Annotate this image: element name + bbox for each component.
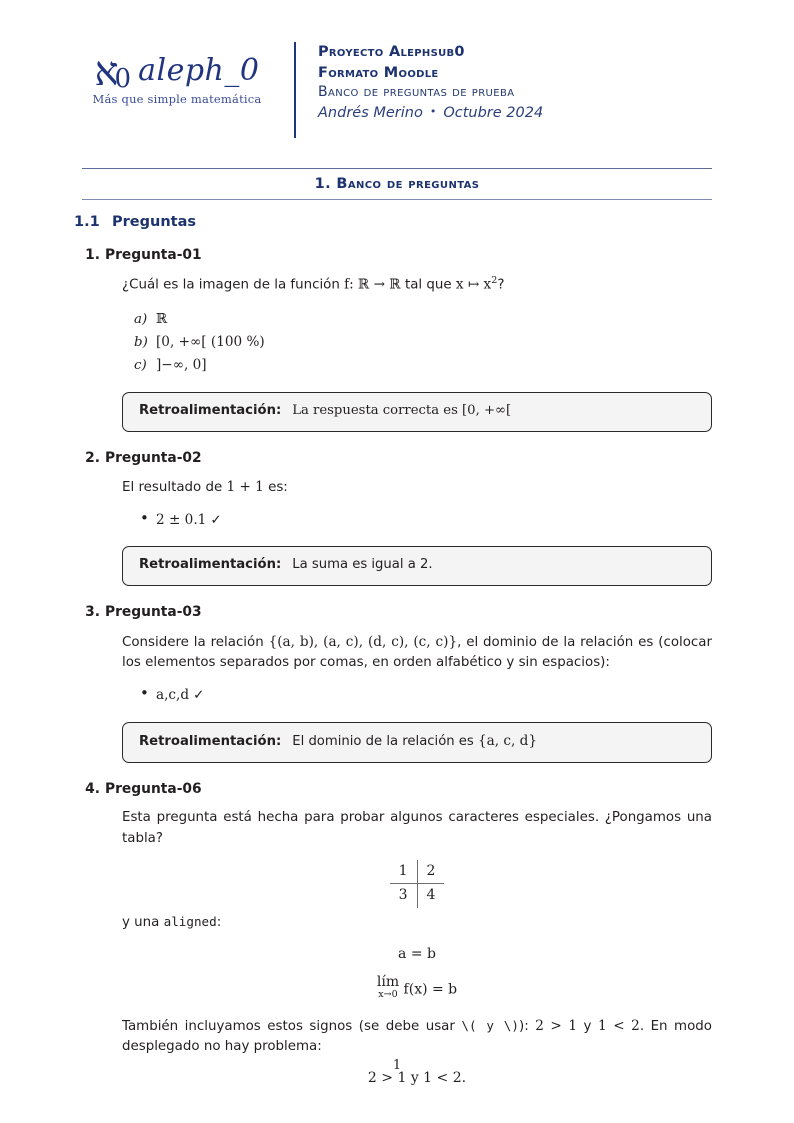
limit-operator bbox=[377, 975, 399, 1000]
question-2-heading bbox=[85, 448, 712, 469]
question-1-prompt-pre: ¿Cuál es la imagen de la función bbox=[122, 277, 345, 293]
question-3-math-relation: {(a, b), (a, c), (d, c), (c, c)} bbox=[268, 633, 458, 650]
choice-c-text: ]−∞, 0] bbox=[156, 357, 207, 374]
logo-tagline: Más que simple matemática bbox=[92, 92, 262, 106]
display-equation-inequalities: 2 > 1 y 1 < 2. bbox=[367, 1070, 467, 1087]
question-1-choices bbox=[134, 308, 712, 378]
question-1-math-exponent: 2 bbox=[491, 275, 498, 287]
paragraph-2-math-1: 2 > 1 bbox=[535, 1017, 578, 1034]
table-cell-r1c2: 2 bbox=[417, 860, 444, 884]
document-header bbox=[82, 40, 712, 140]
aligned-intro-pre: y una bbox=[122, 914, 164, 930]
answer-text: 2 ± 0.1 bbox=[156, 511, 207, 528]
subsection-heading bbox=[74, 214, 196, 230]
inline-math-delimiters: \( y \) bbox=[461, 1017, 519, 1033]
aligned-intro-post: : bbox=[216, 914, 222, 930]
question-3-prompt-post: , el dominio de la relación es (colocar los elementos separados por comas, en orden alfabético y sin espacios): bbox=[122, 634, 712, 671]
equation-a-equals-b: a = b bbox=[398, 945, 436, 962]
choice-a-marker: a) bbox=[134, 311, 148, 327]
header-date: Octubre 2024 bbox=[443, 105, 544, 122]
table-cell-r2c2: 4 bbox=[426, 887, 436, 904]
paragraph-2-mid-2: y bbox=[577, 1018, 598, 1034]
question-2-title: Pregunta-02 bbox=[105, 449, 202, 466]
choice-b-text: [0, +∞[ (100 %) bbox=[156, 333, 265, 350]
logo-wordmark: aleph_0 bbox=[138, 52, 260, 88]
question-2-math-sum: 1 + 1 bbox=[226, 478, 264, 495]
table-cell-r1c1: 1 bbox=[390, 860, 417, 884]
header-author-date bbox=[318, 103, 543, 124]
limit-operator-symbol: lím bbox=[376, 974, 400, 991]
spacer bbox=[122, 1006, 712, 1016]
paragraph-2-post: . En modo desplegado no hay problema: bbox=[122, 1018, 712, 1055]
paragraph-2-math-2: 1 < 2 bbox=[597, 1017, 640, 1034]
question-4-aligned-intro bbox=[122, 912, 712, 934]
feedback-label: Retroalimentación: bbox=[139, 402, 282, 418]
question-item-1 bbox=[82, 245, 712, 432]
subsection-title: Preguntas bbox=[112, 214, 196, 230]
question-1-heading bbox=[85, 245, 712, 266]
equation-limit bbox=[122, 975, 712, 1001]
question-1-prompt-post: ? bbox=[497, 277, 505, 293]
header-project-title: Proyecto Alephsub0 bbox=[318, 44, 465, 60]
table-row bbox=[390, 860, 445, 884]
choice-c-marker: c) bbox=[134, 358, 147, 374]
bullet-dot-icon: • bbox=[140, 684, 149, 703]
question-4-number: 4. bbox=[85, 780, 100, 797]
bullet-separator-icon: • bbox=[429, 105, 437, 119]
choice-b-marker: b) bbox=[134, 334, 148, 350]
question-item-4 bbox=[82, 779, 712, 1090]
subsection-number: 1.1 bbox=[74, 214, 100, 230]
question-4-body bbox=[122, 808, 712, 1090]
question-2-feedback-text: La suma es igual a 2. bbox=[292, 557, 433, 573]
question-3-title: Pregunta-03 bbox=[105, 604, 202, 621]
header-author: Andrés Merino bbox=[318, 105, 423, 122]
question-4-paragraph-1: Esta pregunta está hecha para probar algunos caracteres especiales. ¿Pongamos una tabla? bbox=[122, 810, 712, 846]
question-4-title: Pregunta-06 bbox=[105, 780, 202, 797]
special-characters-table bbox=[390, 860, 445, 908]
paragraph-2-pre: También incluyamos estos signos (se debe usar bbox=[122, 1018, 462, 1034]
section-rule-bottom bbox=[82, 199, 712, 200]
question-4-heading bbox=[85, 779, 712, 800]
choice-c[interactable] bbox=[134, 354, 712, 377]
limit-subscript: x→0 bbox=[378, 989, 398, 1001]
question-3-body bbox=[122, 632, 712, 763]
spacer bbox=[82, 432, 712, 448]
question-1-number: 1. bbox=[85, 247, 100, 263]
header-format-subtitle: Formato Moodle bbox=[318, 64, 439, 81]
section-heading-block bbox=[82, 168, 712, 200]
aleph-subscript-zero: 0 bbox=[114, 64, 132, 94]
question-2-feedback-box bbox=[122, 546, 712, 586]
questions-list bbox=[82, 245, 712, 1100]
question-1-feedback-box bbox=[122, 392, 712, 432]
question-1-prompt-mid: tal que bbox=[400, 277, 456, 293]
header-text-block bbox=[296, 40, 543, 124]
answer-bullet[interactable] bbox=[140, 684, 712, 708]
question-1-math-domain: f: ℝ → ℝ bbox=[344, 276, 401, 293]
choice-a-text: ℝ bbox=[156, 310, 168, 327]
alephsub0-logo bbox=[82, 40, 272, 106]
question-4-paragraph-2 bbox=[122, 1016, 712, 1059]
feedback-label: Retroalimentación: bbox=[139, 733, 282, 749]
question-2-prompt-post: es: bbox=[263, 479, 288, 495]
table-cell-r2c1: 3 bbox=[390, 884, 417, 908]
paragraph-2-mid: ): bbox=[518, 1018, 536, 1034]
answer-text: a,c,d bbox=[156, 687, 190, 704]
feedback-label: Retroalimentación: bbox=[139, 557, 282, 573]
question-2-number: 2. bbox=[85, 449, 100, 466]
aleph-symbol-icon: א bbox=[94, 49, 119, 95]
question-2-body bbox=[122, 477, 712, 586]
question-3-prompt bbox=[122, 632, 712, 675]
choice-b[interactable] bbox=[134, 331, 712, 354]
question-1-prompt bbox=[122, 274, 712, 296]
spacer bbox=[82, 763, 712, 779]
check-icon: ✓ bbox=[210, 512, 222, 528]
question-3-prompt-pre: Considere la relación bbox=[122, 634, 269, 650]
question-3-heading bbox=[85, 602, 712, 623]
spacer bbox=[82, 586, 712, 602]
question-3-feedback-math: {a, c, d} bbox=[477, 732, 537, 749]
check-icon: ✓ bbox=[193, 688, 205, 704]
question-1-math-map: x ↦ x bbox=[455, 276, 492, 293]
question-item-3 bbox=[82, 602, 712, 762]
answer-bullet[interactable] bbox=[140, 509, 712, 533]
header-document-subtitle: Banco de preguntas de prueba bbox=[318, 84, 515, 101]
question-3-feedback-box bbox=[122, 722, 712, 763]
question-2-answers bbox=[140, 509, 712, 533]
question-1-feedback-text: La respuesta correcta es [0, +∞[ bbox=[292, 402, 512, 418]
choice-a[interactable] bbox=[134, 308, 712, 331]
question-3-answers bbox=[140, 684, 712, 708]
question-1-body bbox=[122, 274, 712, 431]
question-3-feedback-text: El dominio de la relación es bbox=[292, 733, 478, 749]
page-number: 1 bbox=[392, 1058, 402, 1073]
question-item-2 bbox=[82, 448, 712, 587]
question-3-number: 3. bbox=[85, 604, 100, 621]
question-2-prompt bbox=[122, 477, 712, 499]
aligned-keyword: aligned bbox=[163, 913, 217, 929]
limit-body: f(x) = b bbox=[403, 981, 458, 998]
question-2-prompt-pre: El resultado de bbox=[122, 479, 227, 495]
section-title: 1. Banco de preguntas bbox=[314, 176, 480, 192]
table-row bbox=[390, 884, 445, 908]
bullet-dot-icon: • bbox=[140, 508, 149, 527]
question-1-title: Pregunta-01 bbox=[105, 247, 202, 263]
logo-row bbox=[82, 46, 272, 94]
